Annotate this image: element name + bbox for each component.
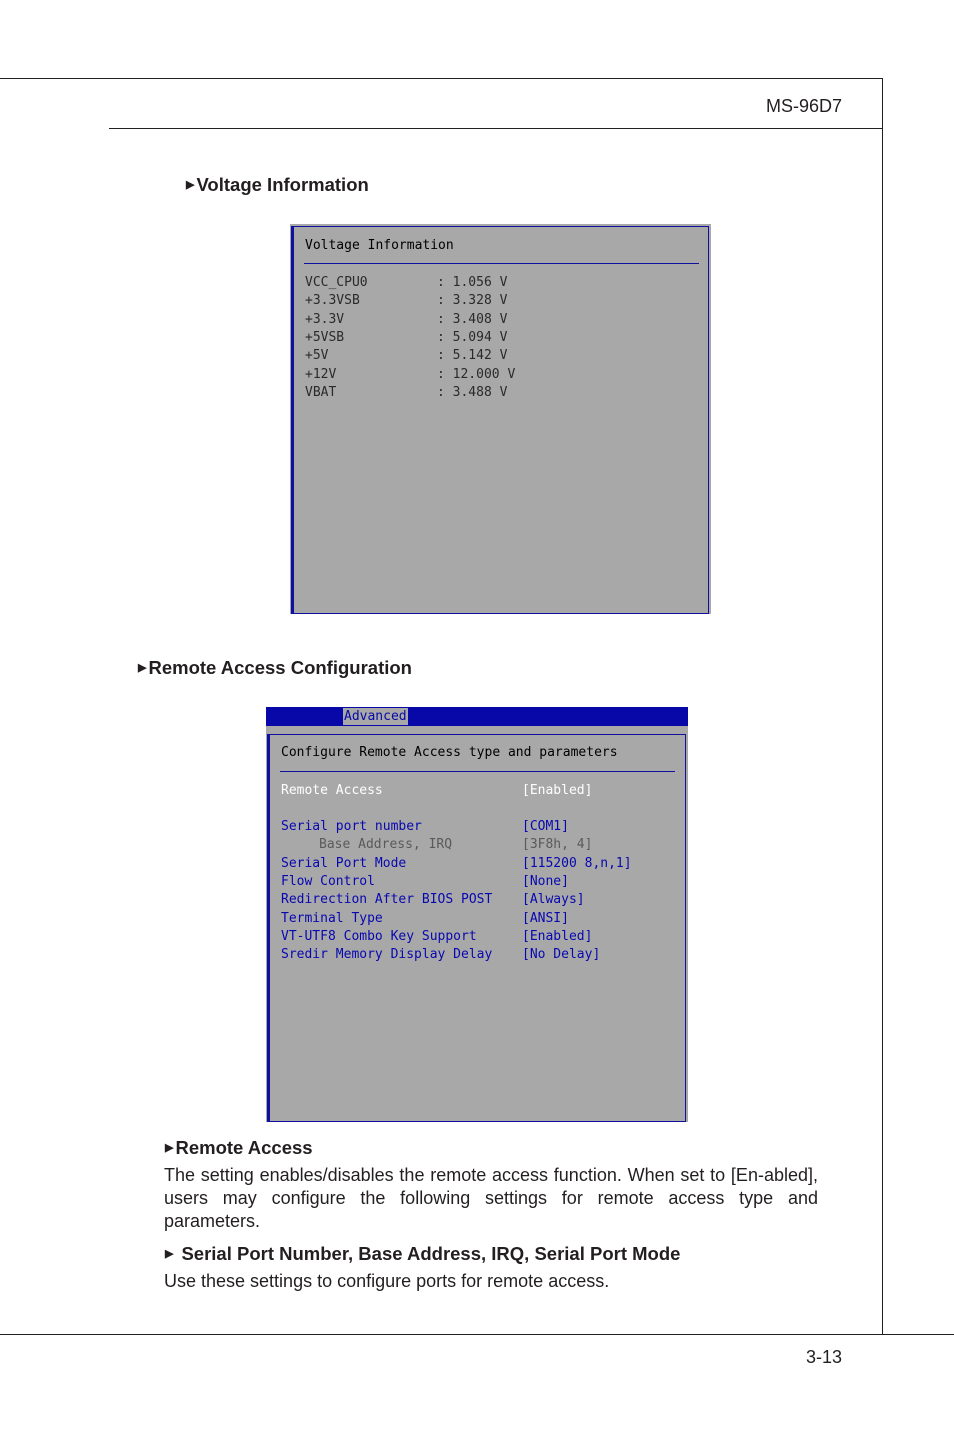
voltage-title-underline bbox=[304, 263, 699, 264]
remote-access-heading-text: Remote Access bbox=[175, 1137, 313, 1158]
voltage-label: +5VSB bbox=[305, 329, 345, 345]
right-rule bbox=[882, 78, 883, 1335]
setting-value[interactable]: [Enabled] bbox=[522, 783, 593, 798]
bios-menu-bar bbox=[266, 707, 688, 726]
setting-label[interactable]: Serial port number bbox=[281, 819, 422, 834]
remote-bios-screen bbox=[266, 707, 688, 1122]
setting-label[interactable]: Serial Port Mode bbox=[281, 856, 407, 871]
voltage-heading-text: Voltage Information bbox=[196, 174, 369, 195]
voltage-label: +5V bbox=[305, 348, 329, 364]
remote-access-paragraph: The setting enables/disables the remote access function. When set to [En-abled], users may configure the following settings for remote access type and parameters. bbox=[164, 1165, 818, 1231]
bullet-triangle-icon: ▶ bbox=[138, 662, 147, 674]
setting-label[interactable]: Sredir Memory Display Delay bbox=[281, 947, 493, 962]
voltage-value: : 3.328 V bbox=[437, 293, 508, 309]
voltage-label: VBAT bbox=[305, 384, 337, 400]
remote-access-heading bbox=[165, 1137, 313, 1159]
header-rule bbox=[109, 128, 882, 129]
bullet-triangle-icon: ▶ bbox=[165, 1142, 174, 1154]
voltage-value: : 5.094 V bbox=[437, 329, 508, 345]
remote-config-heading-text: Remote Access Configuration bbox=[148, 657, 412, 678]
setting-value[interactable]: [No Delay] bbox=[522, 947, 601, 962]
setting-value[interactable]: [COM1] bbox=[522, 819, 569, 834]
voltage-label: +3.3VSB bbox=[305, 293, 360, 309]
voltage-value: : 3.488 V bbox=[437, 384, 508, 400]
serial-paragraph: Use these settings to configure ports for remote access. bbox=[164, 1271, 610, 1291]
setting-label: Base Address, IRQ bbox=[319, 837, 453, 852]
remote-screen-title: Configure Remote Access type and parameters bbox=[281, 745, 618, 760]
setting-label[interactable]: Flow Control bbox=[281, 874, 375, 889]
setting-value[interactable]: [115200 8,n,1] bbox=[522, 856, 632, 871]
setting-value[interactable]: [Always] bbox=[522, 892, 585, 907]
setting-value[interactable]: [ANSI] bbox=[522, 911, 569, 926]
top-rule bbox=[0, 78, 882, 79]
voltage-label: VCC_CPU0 bbox=[305, 275, 368, 290]
voltage-label: +12V bbox=[305, 366, 337, 382]
setting-value[interactable]: [Enabled] bbox=[522, 929, 593, 944]
voltage-screen-title: Voltage Information bbox=[305, 238, 454, 253]
page-number: 3-13 bbox=[806, 1347, 843, 1367]
voltage-bios-screen bbox=[290, 224, 711, 614]
voltage-value: : 5.142 V bbox=[437, 348, 508, 364]
setting-label[interactable]: Redirection After BIOS POST bbox=[281, 892, 493, 907]
setting-value[interactable]: [None] bbox=[522, 874, 569, 889]
voltage-value: : 3.408 V bbox=[437, 311, 508, 327]
bullet-triangle-icon: ▶ bbox=[186, 179, 195, 191]
bullet-triangle-icon: ▶ bbox=[165, 1248, 174, 1260]
voltage-value: : 12.000 V bbox=[437, 366, 516, 382]
voltage-label: +3.3V bbox=[305, 311, 345, 327]
setting-label[interactable]: Remote Access bbox=[281, 783, 383, 798]
setting-value: [3F8h, 4] bbox=[522, 837, 593, 852]
setting-label[interactable]: VT-UTF8 Combo Key Support bbox=[281, 929, 477, 944]
voltage-value: : 1.056 V bbox=[437, 275, 508, 290]
voltage-heading bbox=[186, 174, 369, 196]
bottom-rule bbox=[0, 1334, 954, 1335]
model-name: MS-96D7 bbox=[766, 96, 843, 116]
menu-tab-advanced[interactable]: Advanced bbox=[344, 709, 407, 724]
serial-heading-text: Serial Port Number, Base Address, IRQ, Serial Port Mode bbox=[181, 1243, 681, 1264]
remote-config-heading bbox=[138, 657, 412, 679]
remote-title-underline bbox=[280, 771, 675, 772]
serial-heading bbox=[165, 1243, 680, 1265]
setting-label[interactable]: Terminal Type bbox=[281, 911, 383, 926]
